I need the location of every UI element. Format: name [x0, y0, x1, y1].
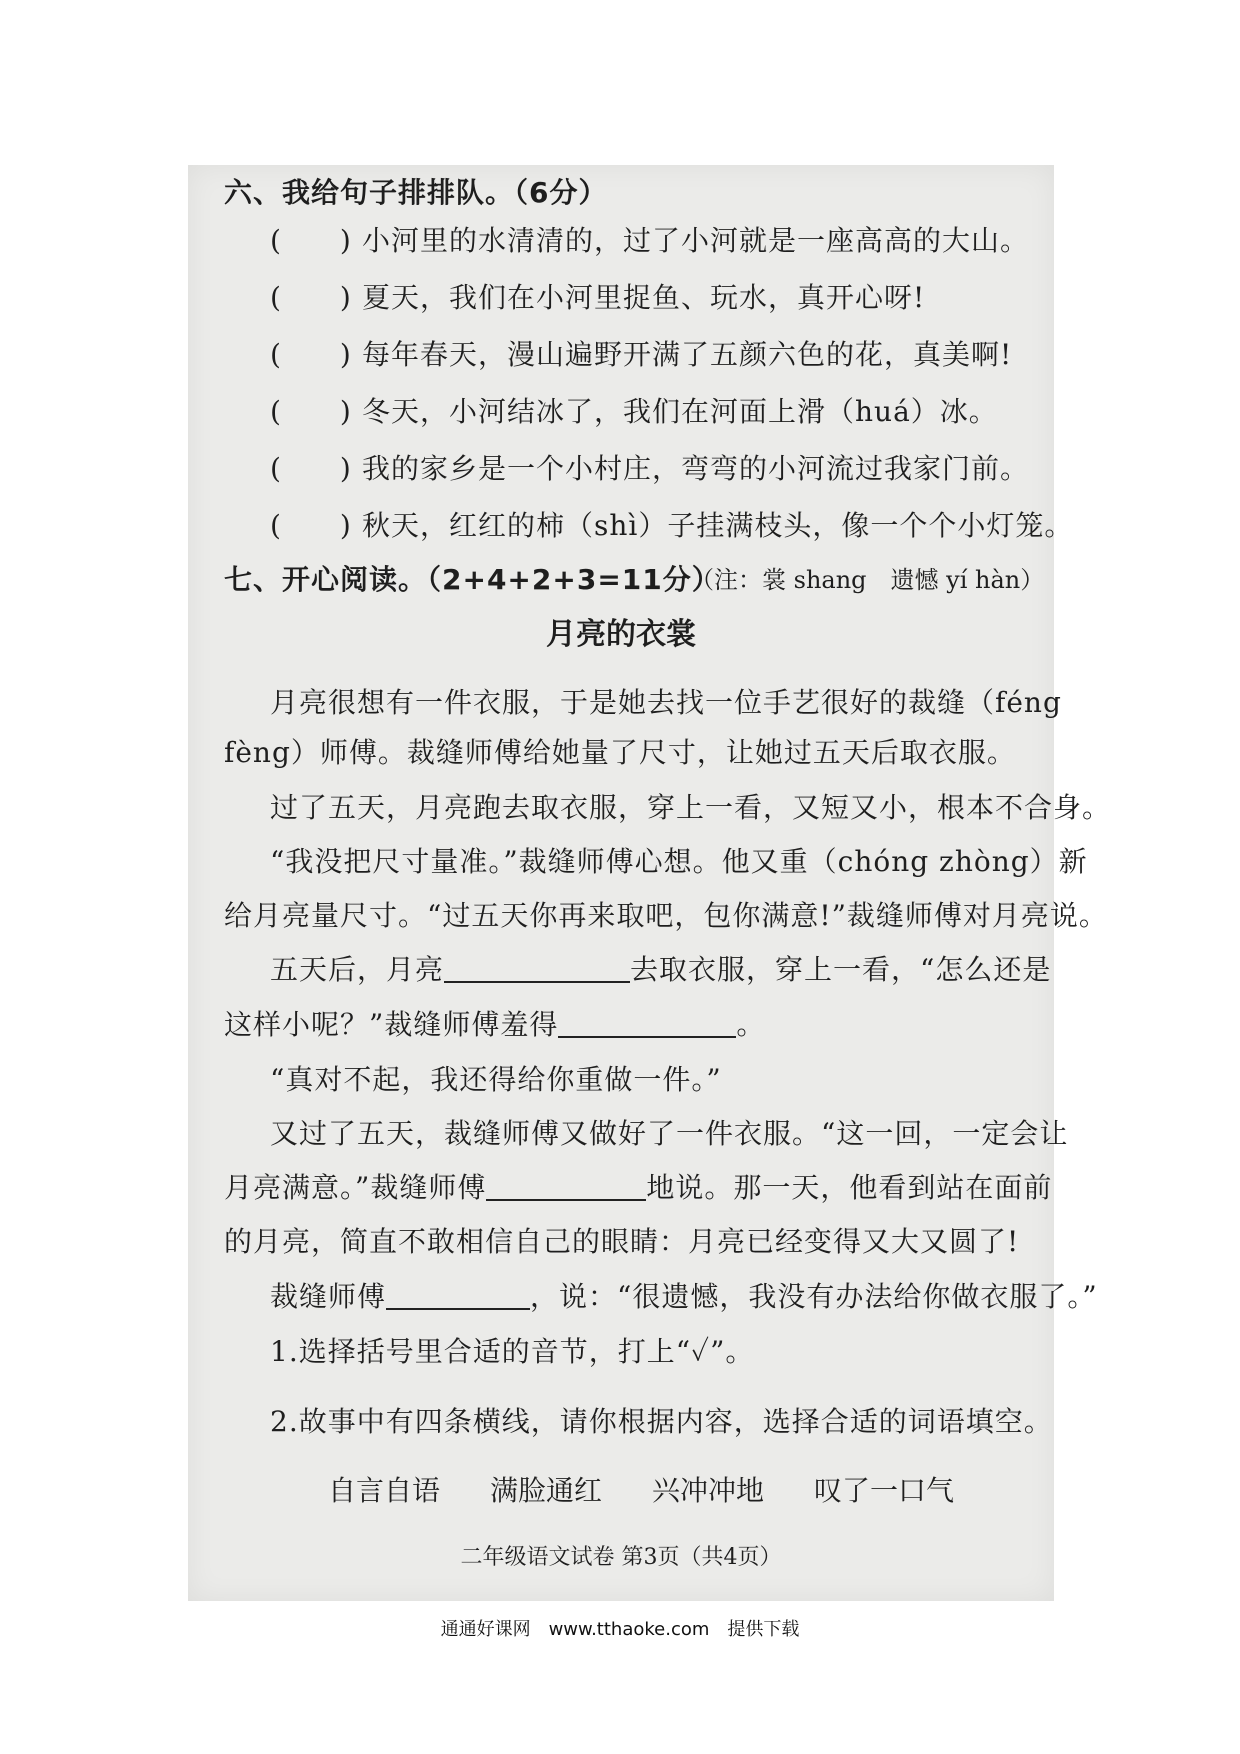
- question-1: 1.选择括号里合适的音节，打上“✓”。: [270, 1335, 755, 1368]
- order-item-6: [270, 506, 1073, 546]
- story-line: fèng）师傅。裁缝师傅给她量了尺寸，让她过五天后取衣服。: [224, 736, 1016, 769]
- order-item-1: [270, 221, 1029, 261]
- order-item-text: 秋天，红红的柿（shì）子挂满枝头，像一个个小灯笼。: [362, 509, 1074, 542]
- story-line: “真对不起，我还得给你重做一件。”: [270, 1063, 722, 1096]
- story-line: 五天后，月亮 去取衣服，穿上一看，“怎么还是: [270, 953, 1052, 986]
- section-7-heading: 七、开心阅读。（2+4+2+3=11分）: [224, 563, 721, 596]
- page-footer: 二年级语文试卷 第3页（共4页）: [460, 1545, 782, 1570]
- order-answer-box[interactable]: ( ): [270, 338, 352, 371]
- order-answer-box[interactable]: ( ): [270, 452, 352, 485]
- story-line: 的月亮，简直不敢相信自己的眼睛：月亮已经变得又大又圆了!: [224, 1225, 1020, 1258]
- order-answer-box[interactable]: ( ): [270, 395, 352, 428]
- word-option[interactable]: 自言自语: [328, 1474, 441, 1507]
- order-item-text: 每年春天，漫山遍野开满了五颜六色的花，真美啊!: [362, 338, 1013, 371]
- order-item-text: 小河里的水清清的，过了小河就是一座高高的大山。: [362, 224, 1030, 257]
- fill-blank-4[interactable]: [386, 1278, 530, 1310]
- story-line: 月亮很想有一件衣服，于是她去找一位手艺很好的裁缝（féng: [270, 686, 1062, 719]
- story-line: 又过了五天，裁缝师傅又做好了一件衣服。“这一回，一定会让: [270, 1117, 1069, 1150]
- order-item-2: [270, 278, 925, 318]
- story-title: 月亮的衣裳: [546, 617, 696, 652]
- order-item-text: 冬天，小河结冰了，我们在河面上滑（huá）冰。: [362, 395, 998, 428]
- section-6-heading: 六、我给句子排排队。（6分）: [224, 176, 608, 209]
- story-line: 给月亮量尺寸。“过五天你再来取吧，包你满意!”裁缝师傅对月亮说。: [224, 899, 1108, 932]
- story-line: 月亮满意。”裁缝师傅 地说。那一天，他看到站在面前: [224, 1171, 1053, 1204]
- order-answer-box[interactable]: ( ): [270, 224, 352, 257]
- exam-page-scan: [188, 165, 1112, 1601]
- word-option[interactable]: 满脸通红: [490, 1474, 603, 1507]
- word-option[interactable]: 兴冲冲地: [652, 1474, 765, 1507]
- pinyin-note: （注：裳 shang 遗憾 yí hàn）: [690, 566, 1045, 594]
- fill-blank-1[interactable]: [444, 951, 630, 983]
- story-line: “我没把尺寸量准。”裁缝师傅心想。他又重（chóng zhòng）新: [270, 845, 1088, 878]
- story-line: 过了五天，月亮跑去取衣服，穿上一看，又短又小，根本不合身。: [270, 791, 1112, 824]
- story-line: 裁缝师傅 ，说：“很遗憾，我没有办法给你做衣服了。”: [270, 1280, 1098, 1313]
- download-watermark: 通通好课网 www.tthaoke.com 提供下载: [440, 1619, 800, 1640]
- order-answer-box[interactable]: ( ): [270, 281, 352, 314]
- order-item-4: [270, 392, 998, 432]
- order-item-text: 我的家乡是一个小村庄，弯弯的小河流过我家门前。: [362, 452, 1030, 485]
- story-line: 这样小呢？”裁缝师傅羞得 。: [224, 1008, 766, 1041]
- order-item-5: [270, 449, 1029, 489]
- order-item-text: 夏天，我们在小河里捉鱼、玩水，真开心呀!: [362, 281, 926, 314]
- word-option[interactable]: 叹了一口气: [814, 1474, 955, 1507]
- fill-blank-2[interactable]: [558, 1006, 736, 1038]
- order-answer-box[interactable]: ( ): [270, 509, 352, 542]
- order-item-3: [270, 335, 1012, 375]
- fill-blank-3[interactable]: [486, 1169, 646, 1201]
- word-bank: [328, 1471, 1004, 1511]
- question-2: 2.故事中有四条横线，请你根据内容，选择合适的词语填空。: [270, 1405, 1053, 1438]
